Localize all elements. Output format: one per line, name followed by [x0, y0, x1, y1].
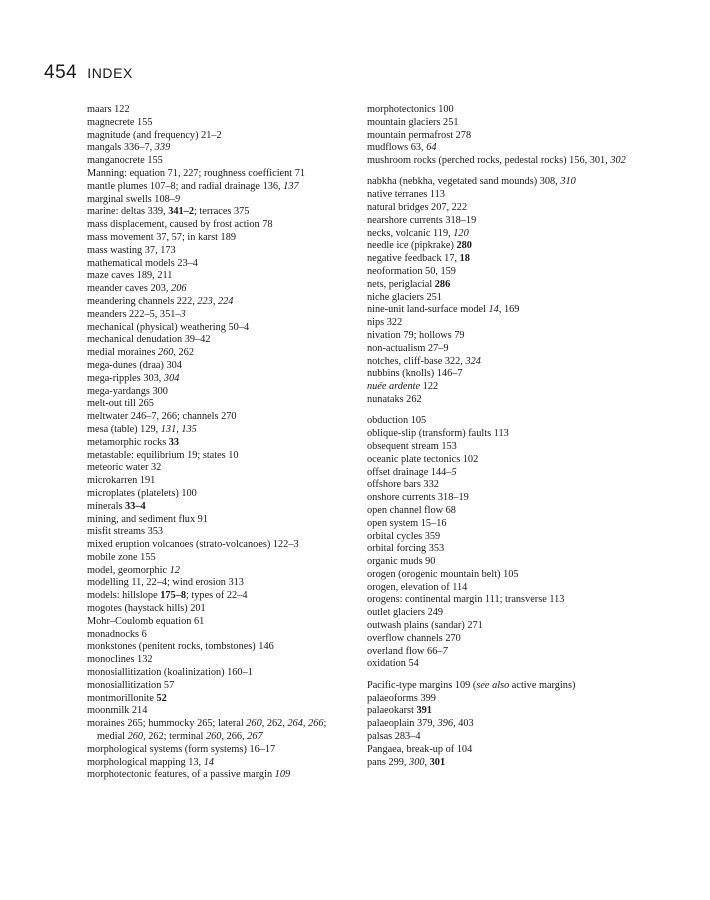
- index-entry-text: 396: [437, 718, 454, 730]
- index-entry-text: meanders 222–5, 351–: [87, 308, 181, 320]
- index-entry: [367, 253, 639, 266]
- index-entry: [367, 531, 639, 544]
- index-entry-text: 260: [246, 718, 262, 730]
- index-entry-text: 64: [426, 142, 437, 154]
- index-entry: [87, 705, 349, 718]
- index-entry: [367, 304, 639, 317]
- index-entry: [87, 501, 349, 514]
- index-entry-text: 300: [409, 756, 425, 768]
- index-entry-text: modelling 11, 22–4; wind erosion 313: [87, 577, 244, 589]
- index-entry-text: 14: [488, 304, 499, 316]
- index-entry: [87, 309, 349, 322]
- index-entry: [367, 428, 639, 441]
- index-entry-text: 260: [127, 731, 144, 743]
- index-entry: [87, 168, 349, 181]
- index-entry: [367, 266, 639, 279]
- running-head: [44, 62, 133, 84]
- index-entry: [367, 646, 639, 659]
- index-entry-text: , 266,: [221, 731, 248, 743]
- index-entry: [87, 744, 349, 757]
- index-entry-text: mechanical denudation 39–42: [87, 334, 211, 346]
- index-entry-text: nubbins (knolls) 146–7: [367, 368, 463, 380]
- index-entry-text: 339: [154, 142, 171, 154]
- index-entry-text: 286: [434, 278, 451, 290]
- index-entry: [367, 607, 639, 620]
- index-entry-text: , 262,: [261, 718, 288, 730]
- index-entry-text: Mohr–Coulomb equation 61: [87, 615, 205, 627]
- index-entry-text: native terranes 113: [367, 189, 445, 201]
- index-entry: [87, 718, 349, 744]
- index-entry-text: orogens: continental margin 111; transverse 113: [367, 594, 565, 606]
- index-entry: [367, 292, 639, 305]
- index-entry: [367, 705, 639, 718]
- index-entry: [87, 616, 349, 629]
- index-entry: [87, 194, 349, 207]
- index-entry-text: marginal swells 108–: [87, 193, 175, 205]
- index-entry-text: melt-out till 265: [87, 398, 154, 410]
- index-entry-text: neoformation 50, 159: [367, 266, 456, 278]
- index-entry-text: pans 299,: [367, 756, 410, 768]
- index-entry-text: mantle plumes 107–8; and radial drainage 136,: [87, 180, 284, 192]
- index-entry-text: monosiallitization 57: [87, 679, 175, 691]
- index-entry-text: 310: [560, 176, 576, 188]
- index-entry: [87, 411, 349, 424]
- index-entry-text: Pangaea, break-up of 104: [367, 743, 473, 755]
- index-entry-text: medial moraines: [87, 347, 158, 359]
- index-entry: [367, 569, 639, 582]
- index-entry-text: misfit streams 353: [87, 526, 164, 538]
- index-entry: [367, 394, 639, 407]
- index-entry: [87, 757, 349, 770]
- index-entry-text: 9: [174, 193, 181, 205]
- index-entry-text: mountain permafrost 278: [367, 129, 472, 141]
- index-entry-text: 33–4: [125, 500, 146, 512]
- index-entry-text: monoclines 132: [87, 654, 153, 666]
- index-entry-text: mega-dunes (draa) 304: [87, 359, 182, 371]
- index-entry: [87, 270, 349, 283]
- index-entry-text: 14: [203, 756, 214, 768]
- index-entry-text: obsequent stream 153: [367, 440, 457, 452]
- index-entry-text: montmorillonite: [87, 692, 157, 704]
- index-entry: [87, 322, 349, 335]
- index-entry: [367, 215, 639, 228]
- index-entry: [367, 467, 639, 480]
- index-entry-text: Pacific-type margins 109 (: [367, 679, 477, 691]
- index-entry-text: meltwater 246–7, 266; channels 270: [87, 411, 237, 423]
- page-number: 454: [44, 62, 78, 83]
- index-entry-text: mesa (table) 129,: [87, 423, 161, 435]
- index-entry-text: , 262; terminal: [143, 731, 206, 743]
- index-entry-text: mountain glaciers 251: [367, 116, 459, 128]
- index-entry: [87, 693, 349, 706]
- index-entry: [87, 245, 349, 258]
- index-entry: [367, 543, 639, 556]
- index-entry-text: morphotectonics 100: [367, 104, 454, 115]
- index-entry-text: 137: [283, 180, 299, 192]
- index-entry: [87, 603, 349, 616]
- index-entry: [87, 667, 349, 680]
- index-entry-text: mathematical models 23–4: [87, 257, 198, 269]
- index-entry: [87, 514, 349, 527]
- index-entry: [87, 219, 349, 232]
- index-entry: [367, 368, 639, 381]
- index-entry: [367, 718, 639, 731]
- index-entry: [367, 381, 639, 394]
- index-entry-text: 7: [442, 645, 448, 657]
- index-column-left: [87, 104, 349, 782]
- index-entry: [87, 475, 349, 488]
- index-entry-text: manganocrete 155: [87, 155, 163, 167]
- index-entry: [367, 104, 639, 117]
- index-entry-text: monkstones (penitent rocks, tombstones) 146: [87, 641, 274, 653]
- index-entry-text: overland flow 66–: [367, 645, 443, 657]
- index-entry-text: 267: [247, 731, 263, 743]
- index-entry-text: nuée ardente: [367, 381, 421, 393]
- index-entry: [87, 373, 349, 386]
- index-entry: [87, 424, 349, 437]
- index-entry-text: 33: [168, 436, 180, 448]
- index-entry-text: onshore currents 318–19: [367, 492, 469, 504]
- index-entry: [367, 658, 639, 671]
- index-entry-text: outwash plains (sandar) 271: [367, 620, 483, 632]
- index-entry: [87, 769, 349, 782]
- index-entry-text: nabkha (nebkha, vegetated sand mounds) 308,: [367, 176, 561, 188]
- index-entry: [87, 283, 349, 296]
- index-entry-text: overflow channels 270: [367, 632, 461, 644]
- index-entry: [367, 117, 639, 130]
- index-entry-text: 301: [429, 756, 446, 768]
- index-entry-text: palaeoforms 399: [367, 692, 436, 704]
- index-entry-text: meandering channels 222,: [87, 295, 198, 307]
- index-entry: [367, 176, 639, 189]
- index-entry-text: palsas 283–4: [367, 730, 421, 742]
- index-entry-text: nunataks 262: [367, 394, 422, 406]
- index-entry: [87, 539, 349, 552]
- index-entry: [367, 582, 639, 595]
- index-entry-text: offshore bars 332: [367, 479, 439, 491]
- index-entry-text: metamorphic rocks: [87, 436, 169, 448]
- index-entry-text: 175–8: [160, 590, 186, 602]
- index-entry: [87, 641, 349, 654]
- index-entry-text: open system 15–16: [367, 517, 447, 529]
- index-entry: [87, 526, 349, 539]
- index-entry-text: orbital cycles 359: [367, 530, 441, 542]
- index-entry-text: morphotectonic features, of a passive margin: [87, 769, 275, 781]
- index-entry-text: see also: [476, 679, 510, 691]
- index-entry-text: ; types of 22–4: [185, 590, 248, 602]
- index-entry-text: meander caves 203,: [87, 283, 172, 295]
- index-entry: [367, 441, 639, 454]
- index-entry: [367, 594, 639, 607]
- index-entry-text: maze caves 189, 211: [87, 270, 173, 282]
- index-entry-text: 223, 224: [197, 295, 234, 307]
- index-entry: [87, 654, 349, 667]
- index-entry: [87, 565, 349, 578]
- index-entry-text: ; terraces 375: [193, 206, 250, 218]
- index-entry-text: orogen (orogenic mountain belt) 105: [367, 568, 519, 580]
- index-entry-text: negative feedback 17,: [367, 253, 460, 265]
- index-entry: [87, 232, 349, 245]
- index-entry-text: monosiallitization (koalinization) 160–1: [87, 667, 253, 679]
- index-entry-text: mushroom rocks (perched rocks, pedestal rocks) 156, 301,: [367, 155, 611, 167]
- index-entry-text: mixed eruption volcanoes (strato-volcanoes) 122–3: [87, 539, 299, 551]
- index-entry-text: non-actualism 27–9: [367, 342, 449, 354]
- index-entry: [87, 206, 349, 219]
- index-entry-text: marine: deltas 339,: [87, 206, 169, 218]
- index-entry-text: morphological systems (form systems) 16–17: [87, 743, 276, 755]
- index-entry-text: ,: [424, 756, 430, 768]
- index-entry: [87, 450, 349, 463]
- index-entry: [87, 437, 349, 450]
- index-entry: [87, 117, 349, 130]
- index-entry: [87, 552, 349, 565]
- index-entry: [367, 518, 639, 531]
- index-entry-text: active margins): [509, 679, 576, 691]
- index-entry-text: models: hillslope: [87, 590, 161, 602]
- index-entry: [87, 296, 349, 309]
- index-entry-text: 260: [205, 731, 222, 743]
- index-entry: [367, 620, 639, 633]
- index-entry-text: nine-unit land-surface model: [367, 304, 489, 316]
- index-entry-text: oceanic plate tectonics 102: [367, 453, 479, 465]
- page-title: INDEX: [87, 65, 133, 81]
- index-entry-text: niche glaciers 251: [367, 291, 442, 303]
- index-entry: [367, 189, 639, 202]
- index-entry: [367, 343, 639, 356]
- index-entry: [367, 142, 639, 155]
- index-entry-text: 304: [163, 372, 180, 384]
- index-entry-text: 109: [274, 769, 291, 781]
- index-entry-text: 280: [456, 240, 472, 252]
- index-entry: [367, 757, 639, 770]
- index-entry: [87, 590, 349, 603]
- index-entry-text: maars 122: [87, 104, 130, 115]
- index-entry: [87, 155, 349, 168]
- index-entry-text: 324: [465, 355, 481, 367]
- index-entry: [367, 633, 639, 646]
- index-entry-text: notches, cliff-base 322,: [367, 355, 466, 367]
- index-entry-text: nets, periglacial: [367, 278, 435, 290]
- index-entry-text: mega-ripples 303,: [87, 372, 164, 384]
- index-entry-text: nivation 79; hollows 79: [367, 330, 465, 342]
- index-entry-text: metastable: equilibrium 19; states 10: [87, 449, 239, 461]
- index-entry: [367, 454, 639, 467]
- index-entry-text: , 403: [453, 718, 474, 730]
- index-entry-text: oblique-slip (transform) faults 113: [367, 428, 509, 440]
- index-entry: [87, 130, 349, 143]
- index-entry-text: oxidation 54: [367, 658, 419, 670]
- index-entry-text: , 169: [498, 304, 520, 316]
- index-entry: [367, 202, 639, 215]
- index-entry-text: mega-yardangs 300: [87, 385, 168, 397]
- index-entry: [367, 330, 639, 343]
- index-entry-text: 341–2: [168, 206, 194, 218]
- index-entry: [367, 731, 639, 744]
- index-entry: [87, 142, 349, 155]
- index-entry-text: natural bridges 207, 222: [367, 202, 468, 214]
- index-entry-text: needle ice (pipkrake): [367, 240, 457, 252]
- index-entry: [367, 492, 639, 505]
- index-entry-text: 302: [610, 155, 626, 167]
- index-entry-text: mangals 336–7,: [87, 142, 155, 154]
- index-entry: [367, 479, 639, 492]
- index-entry: [367, 356, 639, 369]
- index-entry: [367, 693, 639, 706]
- index-entry-text: mass displacement, caused by frost action 78: [87, 219, 273, 231]
- index-entry-text: , 262: [173, 347, 194, 359]
- index-entry: [367, 556, 639, 569]
- index-entry: [367, 415, 639, 428]
- index-entry-text: offset drainage 144–: [367, 466, 452, 478]
- index-entry-text: magnitude (and frequency) 21–2: [87, 129, 222, 141]
- index-entry-text: nearshore currents 318–19: [367, 214, 477, 226]
- index-entry-text: orbital forcing 353: [367, 543, 445, 555]
- index-entry: [87, 347, 349, 360]
- index-entry: [87, 181, 349, 194]
- index-entry-text: palaeokarst: [367, 705, 417, 717]
- index-entry: [367, 228, 639, 241]
- index-entry: [367, 317, 639, 330]
- index-entry-text: mudflows 63,: [367, 142, 427, 154]
- index-entry-text: 264, 266: [287, 718, 324, 730]
- index-entry: [367, 130, 639, 143]
- index-entry-text: 5: [451, 466, 457, 478]
- index-entry-text: mobile zone 155: [87, 551, 156, 563]
- index-entry: [367, 155, 639, 168]
- index-entry-text: 120: [453, 227, 469, 239]
- index-entry-text: ; medial: [97, 718, 327, 743]
- index-entry-text: minerals: [87, 500, 126, 512]
- index-entry: [87, 398, 349, 411]
- index-entry: [87, 334, 349, 347]
- index-entry: [87, 680, 349, 693]
- index-entry: [87, 258, 349, 271]
- index-entry-text: 52: [156, 692, 167, 704]
- index-entry-text: 12: [169, 564, 180, 576]
- index-entry-text: magnecrete 155: [87, 116, 153, 128]
- index-entry-text: open channel flow 68: [367, 504, 456, 516]
- index-entry-text: microplates (platelets) 100: [87, 487, 197, 499]
- index-entry: [367, 505, 639, 518]
- index-entry-text: moonmilk 214: [87, 705, 148, 717]
- index-entry-text: nips 322: [367, 317, 403, 329]
- index-entry: [367, 240, 639, 253]
- index-entry: [87, 577, 349, 590]
- index-entry: [367, 744, 639, 757]
- index-entry: [87, 488, 349, 501]
- index-entry-text: 18: [459, 253, 470, 265]
- index-entry-text: model, geomorphic: [87, 564, 170, 576]
- index-entry-text: 131, 135: [160, 423, 197, 435]
- index-entry-text: mining, and sediment flux 91: [87, 513, 208, 525]
- index-entry-text: 260: [157, 347, 174, 359]
- index-entry-text: organic muds 90: [367, 556, 436, 568]
- index-entry-text: obduction 105: [367, 415, 427, 427]
- index-entry: [87, 104, 349, 117]
- index-entry-text: Manning: equation 71, 227; roughness coefficient 71: [87, 167, 306, 179]
- index-entry-text: mass wasting 37, 173: [87, 244, 176, 256]
- index-entry-text: microkarren 191: [87, 475, 156, 487]
- index-entry-text: mass movement 37, 57; in karst 189: [87, 231, 237, 243]
- index-entry: [367, 680, 639, 693]
- index-entry-text: 3: [180, 308, 186, 320]
- index-entry-text: outlet glaciers 249: [367, 607, 444, 619]
- index-entry: [87, 386, 349, 399]
- index-entry-text: monadnocks 6: [87, 628, 147, 640]
- index-entry-text: moraines 265; hummocky 265; lateral: [87, 718, 247, 730]
- index-entry-text: necks, volcanic 119,: [367, 227, 454, 239]
- index-entry-text: palaeoplain 379,: [367, 718, 438, 730]
- index-entry-text: mechanical (physical) weathering 50–4: [87, 321, 250, 333]
- index-column-right: [367, 104, 639, 769]
- index-entry: [367, 279, 639, 292]
- index-entry-text: 206: [171, 283, 187, 295]
- index-entry: [87, 629, 349, 642]
- index-entry: [87, 462, 349, 475]
- index-entry-text: meteoric water 32: [87, 462, 162, 474]
- index-entry-text: 391: [416, 705, 432, 717]
- index-entry: [87, 360, 349, 373]
- index-entry-text: mogotes (haystack hills) 201: [87, 603, 206, 615]
- index-entry-text: orogen, elevation of 114: [367, 581, 468, 593]
- index-entry-text: 122: [420, 381, 439, 393]
- index-entry-text: morphological mapping 13,: [87, 756, 204, 768]
